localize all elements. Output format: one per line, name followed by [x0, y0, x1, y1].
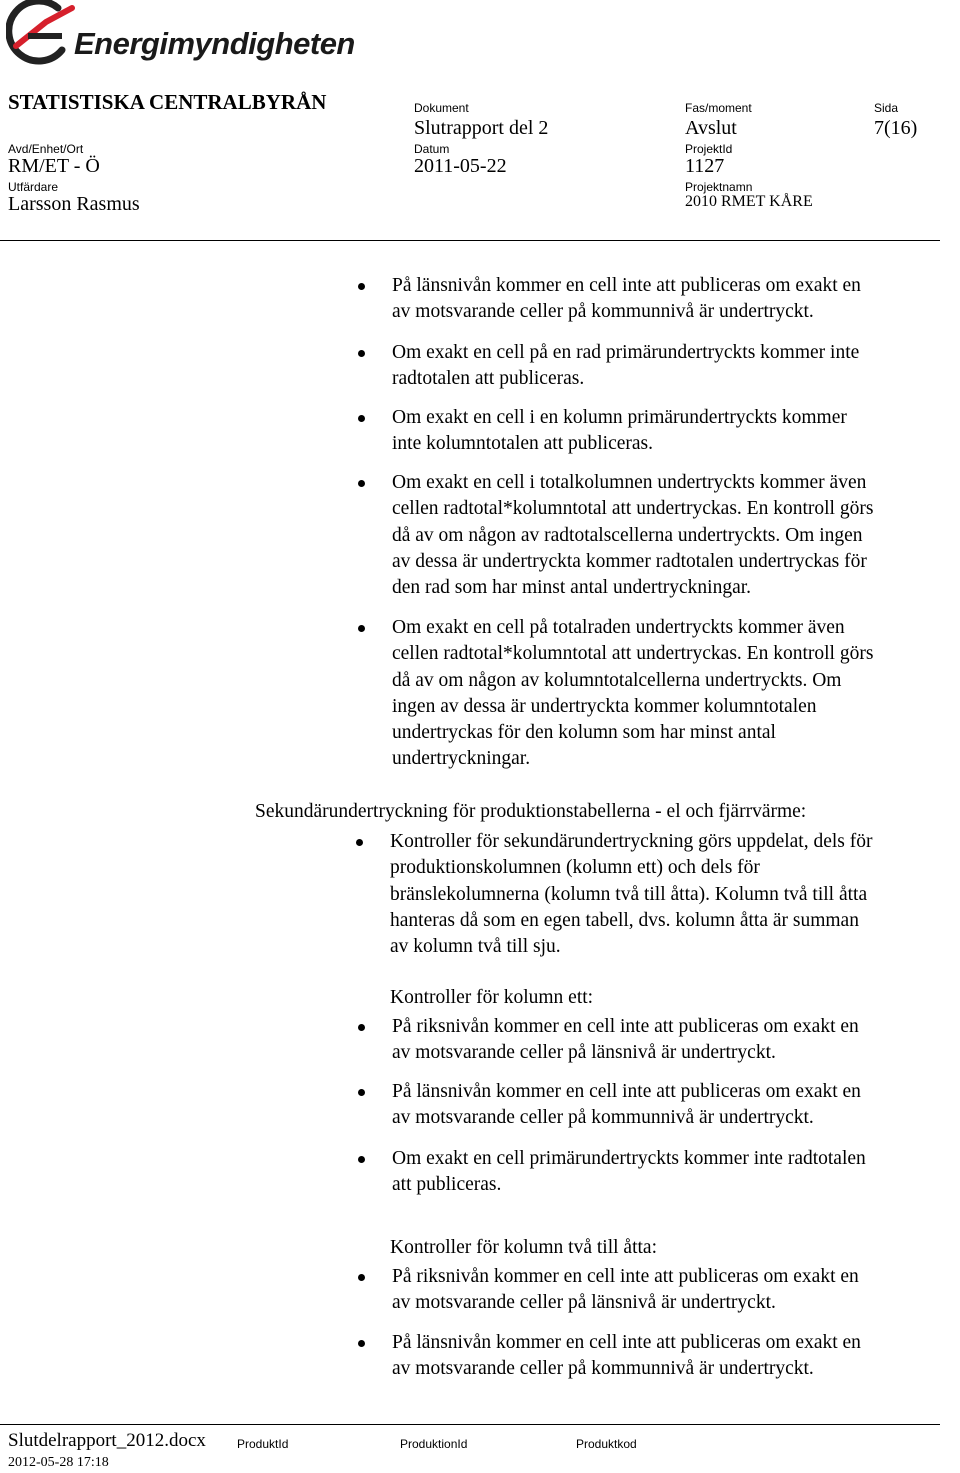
projektnamn-value: 2010 RMET KÅRE — [685, 193, 813, 210]
bullet-icon — [358, 1089, 365, 1096]
org-name: STATISTISKA CENTRALBYRÅN — [8, 90, 327, 114]
sida-label: Sida — [874, 101, 899, 115]
datum-label: Datum — [414, 142, 450, 156]
list-item: Om exakt en cell i en kolumn primärundertryckts kommer inte kolumntotalen att publiceras. — [392, 407, 847, 455]
sub-heading-kolumn-tva-till-atta: Kontroller för kolumn två till åtta: — [390, 1237, 657, 1258]
bullet-icon — [358, 1156, 365, 1163]
fas-value: Avslut — [685, 117, 737, 139]
list-item: Om exakt en cell på en rad primärundertryckts kommer inte radtotalen att publiceras. — [392, 342, 860, 390]
bullet-icon — [358, 415, 365, 422]
projektnamn-label: Projektnamn — [685, 180, 753, 194]
list-item: På länsnivån kommer en cell inte att publiceras om exakt en av motsvarande celler på kommunnivå är undertryckt. — [392, 1081, 861, 1129]
utfardare-label: Utfärdare — [8, 180, 59, 194]
list-item: Om exakt en cell primärundertryckts kommer inte radtotalen att publiceras. — [392, 1148, 866, 1196]
datum-value: 2011-05-22 — [414, 155, 507, 177]
sida-value: 7(16) — [874, 117, 918, 139]
footer-produktkod-label: Produktkod — [576, 1437, 637, 1451]
list-item: På länsnivån kommer en cell inte att publiceras om exakt en av motsvarande celler på kommunnivå är undertryckt. — [392, 1332, 861, 1380]
avd-label: Avd/Enhet/Ort — [8, 142, 84, 156]
projektid-value: 1127 — [685, 155, 725, 177]
list-item: På riksnivån kommer en cell inte att publiceras om exakt en av motsvarande celler på länsnivå är undertryckt. — [392, 1266, 859, 1314]
list-item: Om exakt en cell på totalraden undertryckts kommer även cellen radtotal*kolumntotal att undertryckas. En kontroll görs då av om någon av kolumntotalcellerna undertryckts. Om ingen av dessa är undertryckta kommer kolumntotalen undertryckas för den kolumn som har minst antal undertryckningar. — [392, 617, 874, 770]
list-item: Om exakt en cell i totalkolumnen undertryckts kommer även cellen radtotal*kolumntotal att undertryckas. En kontroll görs då av om någon av radtotalscellerna undertryckts. Om ingen av dessa är undertryckta kommer radtotalen undertryckas för den rad som har minst antal undertryckningar. — [392, 472, 874, 599]
footer-divider — [0, 1424, 940, 1425]
avd-value: RM/ET - Ö — [8, 155, 100, 177]
sub-heading-kolumn-ett: Kontroller för kolumn ett: — [390, 987, 594, 1008]
list-item: Kontroller för sekundärundertryckning görs uppdelat, dels för produktionskolumnen (kolumn ett) och dels för bränslekolumnerna (kolumn två till åtta). Kolumn två till åtta hanteras då som en egen tabell, dvs. kolumn åtta är summan av kolumn två till sju. — [390, 831, 873, 958]
footer-filename: Slutdelrapport_2012.docx — [8, 1430, 206, 1451]
list-item: På riksnivån kommer en cell inte att publiceras om exakt en av motsvarande celler på länsnivå är undertryckt. — [392, 1016, 859, 1064]
bullet-icon — [358, 350, 365, 357]
bullet-icon — [358, 283, 365, 290]
utfardare-value: Larsson Rasmus — [8, 193, 140, 215]
list-item: På länsnivån kommer en cell inte att publiceras om exakt en av motsvarande celler på kommunnivå är undertryckt. — [392, 275, 861, 323]
projektid-label: ProjektId — [685, 142, 733, 156]
logo-wordmark: Energimyndigheten — [74, 26, 355, 61]
logo — [6, 0, 355, 70]
bullet-icon — [356, 839, 363, 846]
bullet-icon — [358, 625, 365, 632]
bullet-icon — [358, 480, 365, 487]
footer-timestamp: 2012-05-28 17:18 — [8, 1455, 109, 1470]
section-heading: Sekundärundertryckning för produktionstabellerna - el och fjärrvärme: — [255, 801, 807, 822]
bullet-icon — [358, 1274, 365, 1281]
footer-produktionid-label: ProduktionId — [400, 1437, 468, 1451]
energimyndigheten-logo-icon — [6, 0, 76, 70]
dokument-value: Slutrapport del 2 — [414, 117, 549, 139]
header-divider — [0, 240, 940, 241]
fas-label: Fas/moment — [685, 101, 752, 115]
bullet-icon — [358, 1024, 365, 1031]
footer-produktid-label: ProduktId — [237, 1437, 289, 1451]
dokument-label: Dokument — [414, 101, 469, 115]
bullet-icon — [358, 1340, 365, 1347]
